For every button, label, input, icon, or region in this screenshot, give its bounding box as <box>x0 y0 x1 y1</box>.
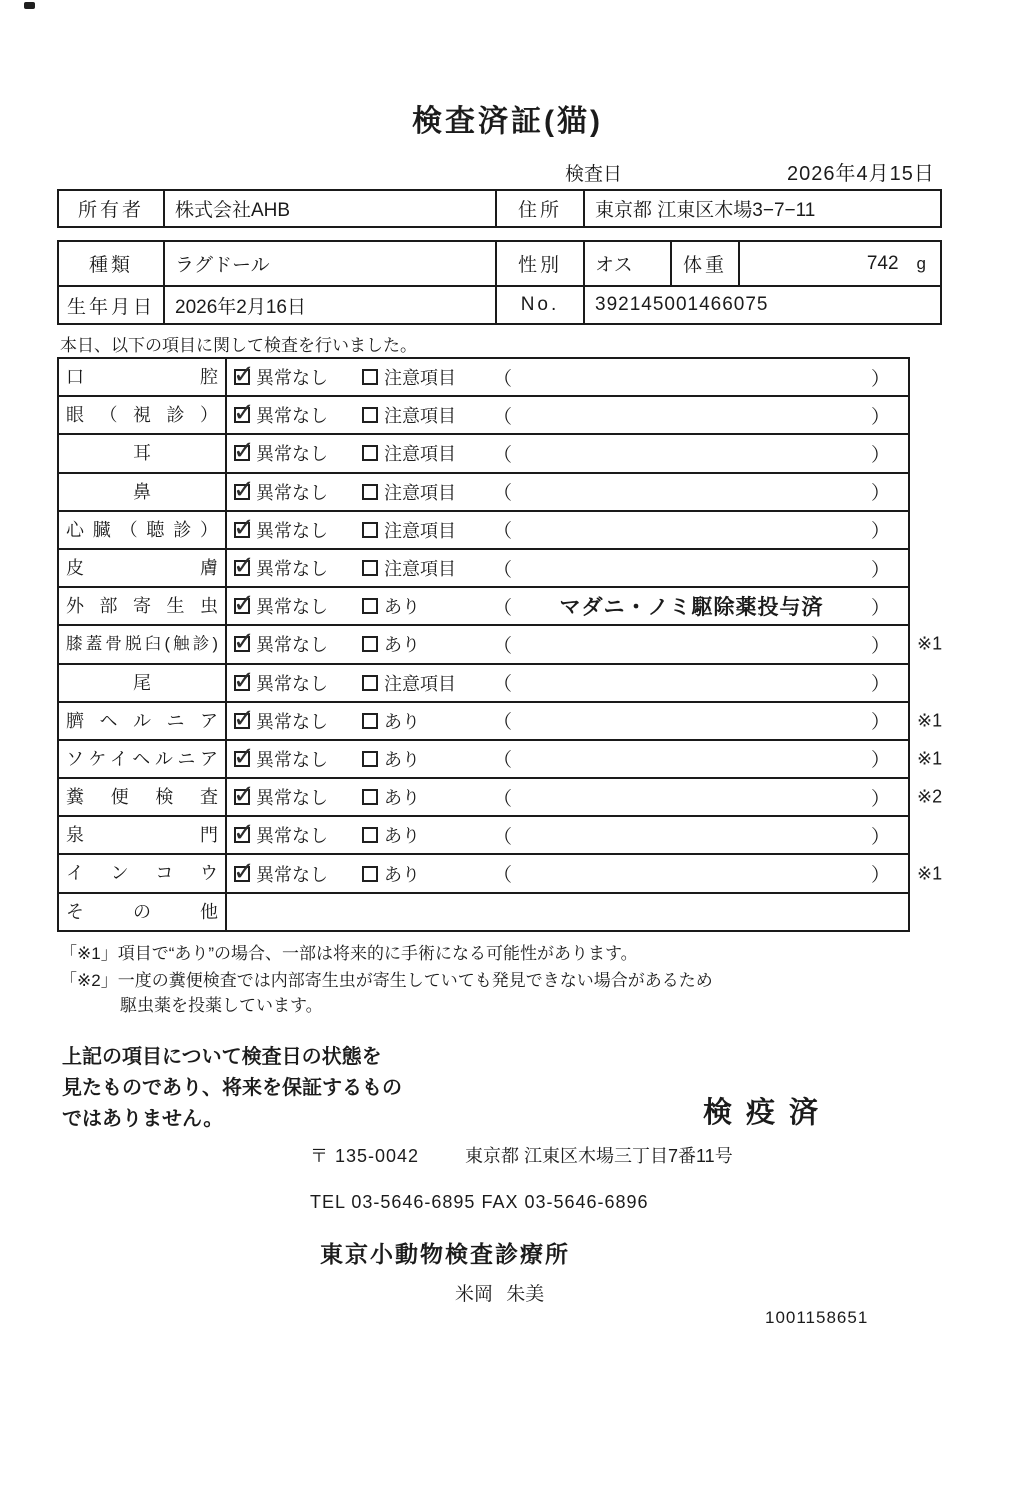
checkbox-checked-icon <box>234 866 250 882</box>
checkbox-unchecked-icon <box>362 598 378 614</box>
checkbox-ok-label: 異常なし <box>256 444 328 465</box>
checkbox-alt-label: あり <box>384 826 420 847</box>
disclaimer-text <box>62 1042 402 1135</box>
footnote-2-continued: 駆虫薬を投薬しています。 <box>120 996 323 1015</box>
checkbox-checked-icon <box>234 407 250 423</box>
paren-close: ） <box>870 635 890 657</box>
checkbox-unchecked-icon <box>362 522 378 538</box>
item-label: 膝蓋骨脱臼(触診) <box>59 626 227 662</box>
checkbox-alt-label: あり <box>384 749 420 770</box>
inspection-row-tail <box>59 665 908 703</box>
serial-number: 1001158651 <box>765 1308 869 1327</box>
checkbox-checked-icon <box>234 636 250 652</box>
checkbox-checked-icon <box>234 713 250 729</box>
inspection-row-fecal-exam <box>59 779 943 817</box>
inspection-row-patella <box>59 626 943 664</box>
checkbox-alt-label: あり <box>384 635 420 656</box>
item-label: 皮膚 <box>59 550 227 586</box>
checkbox-alt-label: 注意項目 <box>384 559 456 580</box>
checkbox-unchecked-icon <box>362 751 378 767</box>
checkbox-alt-label: 注意項目 <box>384 482 456 503</box>
disclaimer-line-2: 見たものであり、将来を保証するもの <box>62 1077 402 1099</box>
paren-open: （ <box>493 674 513 696</box>
breed-value: ラグドール <box>164 241 496 286</box>
checkbox-unchecked-icon <box>362 789 378 805</box>
paren-close: ） <box>870 597 890 619</box>
inspection-row-inkou <box>59 855 943 893</box>
item-label: 外部寄生虫 <box>59 588 227 624</box>
inspection-row-mouth <box>59 359 908 397</box>
paren-close: ） <box>870 712 890 734</box>
sex-label: 性別 <box>496 241 584 286</box>
checkbox-ok-label: 異常なし <box>256 635 328 656</box>
checkbox-unchecked-icon <box>362 560 378 576</box>
checkbox-ok-label: 異常なし <box>256 597 328 618</box>
clinic-address: 東京都 江東区木場三丁目7番11号 <box>465 1146 733 1166</box>
disclaimer-line-1: 上記の項目について検査日の状態を <box>62 1046 382 1068</box>
birthdate-label: 生年月日 <box>58 286 164 324</box>
checkbox-ok-label: 異常なし <box>256 482 328 503</box>
inspection-date-value: 2026年4月15日 <box>787 163 935 185</box>
postal-code: 〒 135-0042 <box>310 1146 420 1166</box>
paren-close: ） <box>870 788 890 810</box>
checkbox-unchecked-icon <box>362 484 378 500</box>
certificate-no-value: 392145001466075 <box>584 286 941 324</box>
sex-value: オス <box>584 241 671 286</box>
checkbox-alt-label: あり <box>384 864 420 885</box>
paren-close: ） <box>870 826 890 848</box>
checkbox-ok-label: 異常なし <box>256 673 328 694</box>
weight-unit: g <box>916 253 926 273</box>
paren-close: ） <box>870 368 890 390</box>
checkbox-unchecked-icon <box>362 866 378 882</box>
item-label: 泉門 <box>59 817 227 853</box>
owner-label: 所有者 <box>58 190 164 227</box>
paren-close: ） <box>870 444 890 466</box>
weight-label: 体重 <box>671 241 739 286</box>
paren-open: （ <box>493 597 513 619</box>
paren-open: （ <box>493 444 513 466</box>
paren-note: マダニ・ノミ駆除薬投与済 <box>559 596 824 620</box>
tel-fax: TEL 03-5646-6895 FAX 03-5646-6896 <box>310 1192 649 1212</box>
inspection-row-external-parasites <box>59 588 908 626</box>
checkbox-alt-label: あり <box>384 788 420 809</box>
checkbox-unchecked-icon <box>362 713 378 729</box>
paren-close: ） <box>870 521 890 543</box>
item-label: 口腔 <box>59 359 227 395</box>
item-label: 鼻 <box>59 474 227 510</box>
checkbox-unchecked-icon <box>362 407 378 423</box>
checkbox-alt-label: 注意項目 <box>384 368 456 389</box>
certificate-no-label: No. <box>496 286 584 324</box>
footnote-1: 「※1」項目で“あり”の場合、一部は将来的に手術になる可能性があります。 <box>60 944 638 963</box>
item-label: その他 <box>59 894 227 930</box>
item-label: 耳 <box>59 435 227 471</box>
quarantine-stamp: 検疫済 <box>703 1097 833 1129</box>
inspection-row-heart <box>59 512 908 550</box>
inspection-row-ears <box>59 435 908 473</box>
checkbox-ok-label: 異常なし <box>256 826 328 847</box>
paren-close: ） <box>870 559 890 581</box>
checkbox-checked-icon <box>234 675 250 691</box>
inspection-date-label: 検査日 <box>565 164 623 185</box>
other-empty-cell <box>227 894 908 930</box>
item-label: ソケイヘルニア <box>59 741 227 777</box>
checkbox-alt-label: 注意項目 <box>384 673 456 694</box>
paren-open: （ <box>493 521 513 543</box>
paren-close: ） <box>870 750 890 772</box>
checkbox-unchecked-icon <box>362 369 378 385</box>
item-label: 糞便検査 <box>59 779 227 815</box>
footnote-2: 「※2」一度の糞便検査では内部寄生虫が寄生していても発見できない場合があるため <box>60 971 713 990</box>
inspection-row-skin <box>59 550 908 588</box>
weight-value: 742 g <box>739 241 941 286</box>
checkbox-alt-label: 注意項目 <box>384 520 456 541</box>
checkbox-checked-icon <box>234 445 250 461</box>
disclaimer-line-3: ではありません。 <box>62 1108 224 1130</box>
paren-open: （ <box>493 559 513 581</box>
checkbox-checked-icon <box>234 598 250 614</box>
inspection-row-fontanelle <box>59 817 908 855</box>
checkbox-ok-label: 異常なし <box>256 520 328 541</box>
breed-label: 種類 <box>58 241 164 286</box>
paren-open: （ <box>493 750 513 772</box>
paren-open: （ <box>493 788 513 810</box>
item-label: 臍ヘルニア <box>59 703 227 739</box>
checkbox-ok-label: 異常なし <box>256 749 328 770</box>
item-label: 心臓（聴診） <box>59 512 227 548</box>
row-footnote: ※1 <box>917 633 943 654</box>
checkbox-unchecked-icon <box>362 827 378 843</box>
row-footnote: ※1 <box>917 710 943 731</box>
checkbox-ok-label: 異常なし <box>256 406 328 427</box>
checkbox-alt-label: 注意項目 <box>384 406 456 427</box>
checkbox-checked-icon <box>234 484 250 500</box>
checkbox-ok-label: 異常なし <box>256 788 328 809</box>
owner-value: 株式会社AHB <box>164 190 496 227</box>
address-value: 東京都 江東区木場3−7−11 <box>584 190 941 227</box>
paren-open: （ <box>493 635 513 657</box>
inspection-row-eyes <box>59 397 908 435</box>
checkbox-ok-label: 異常なし <box>256 559 328 580</box>
checkbox-ok-label: 異常なし <box>256 864 328 885</box>
paren-close: ） <box>870 674 890 696</box>
item-label: 眼（視診） <box>59 397 227 433</box>
document-title: 検査済証(猫) <box>412 105 603 138</box>
checkbox-alt-label: 注意項目 <box>384 444 456 465</box>
address-label: 住所 <box>496 190 584 227</box>
checkbox-checked-icon <box>234 827 250 843</box>
inspection-row-umbilical-hernia <box>59 703 943 741</box>
item-label: 尾 <box>59 665 227 701</box>
clinic-name: 東京小動物検査診療所 <box>320 1241 570 1267</box>
paren-open: （ <box>493 368 513 390</box>
paren-open: （ <box>493 483 513 505</box>
paren-close: ） <box>870 406 890 428</box>
checkbox-alt-label: あり <box>384 597 420 618</box>
paren-open: （ <box>493 865 513 887</box>
row-footnote: ※2 <box>917 786 943 807</box>
checkbox-unchecked-icon <box>362 636 378 652</box>
checkbox-alt-label: あり <box>384 711 420 732</box>
intro-text: 本日、以下の項目に関して検査を行いました。 <box>60 336 417 355</box>
checkbox-checked-icon <box>234 560 250 576</box>
veterinarian-name: 米岡 朱美 <box>455 1284 545 1305</box>
inspection-row-nose <box>59 474 908 512</box>
paren-open: （ <box>493 826 513 848</box>
checkbox-unchecked-icon <box>362 675 378 691</box>
checkbox-checked-icon <box>234 369 250 385</box>
inspection-table <box>57 357 943 932</box>
scan-artifact <box>24 2 35 9</box>
checkbox-checked-icon <box>234 751 250 767</box>
paren-open: （ <box>493 406 513 428</box>
item-label: インコウ <box>59 855 227 891</box>
checkbox-ok-label: 異常なし <box>256 711 328 732</box>
checkbox-checked-icon <box>234 789 250 805</box>
owner-table <box>57 189 942 228</box>
inspection-row-inguinal-hernia <box>59 741 943 779</box>
checkbox-unchecked-icon <box>362 445 378 461</box>
paren-close: ） <box>870 483 890 505</box>
pet-info-table <box>57 240 942 325</box>
checkbox-ok-label: 異常なし <box>256 368 328 389</box>
inspection-row-other <box>59 894 908 932</box>
paren-close: ） <box>870 865 890 887</box>
checkbox-checked-icon <box>234 522 250 538</box>
birthdate-value: 2026年2月16日 <box>164 286 496 324</box>
paren-open: （ <box>493 712 513 734</box>
row-footnote: ※1 <box>917 863 943 884</box>
row-footnote: ※1 <box>917 748 943 769</box>
